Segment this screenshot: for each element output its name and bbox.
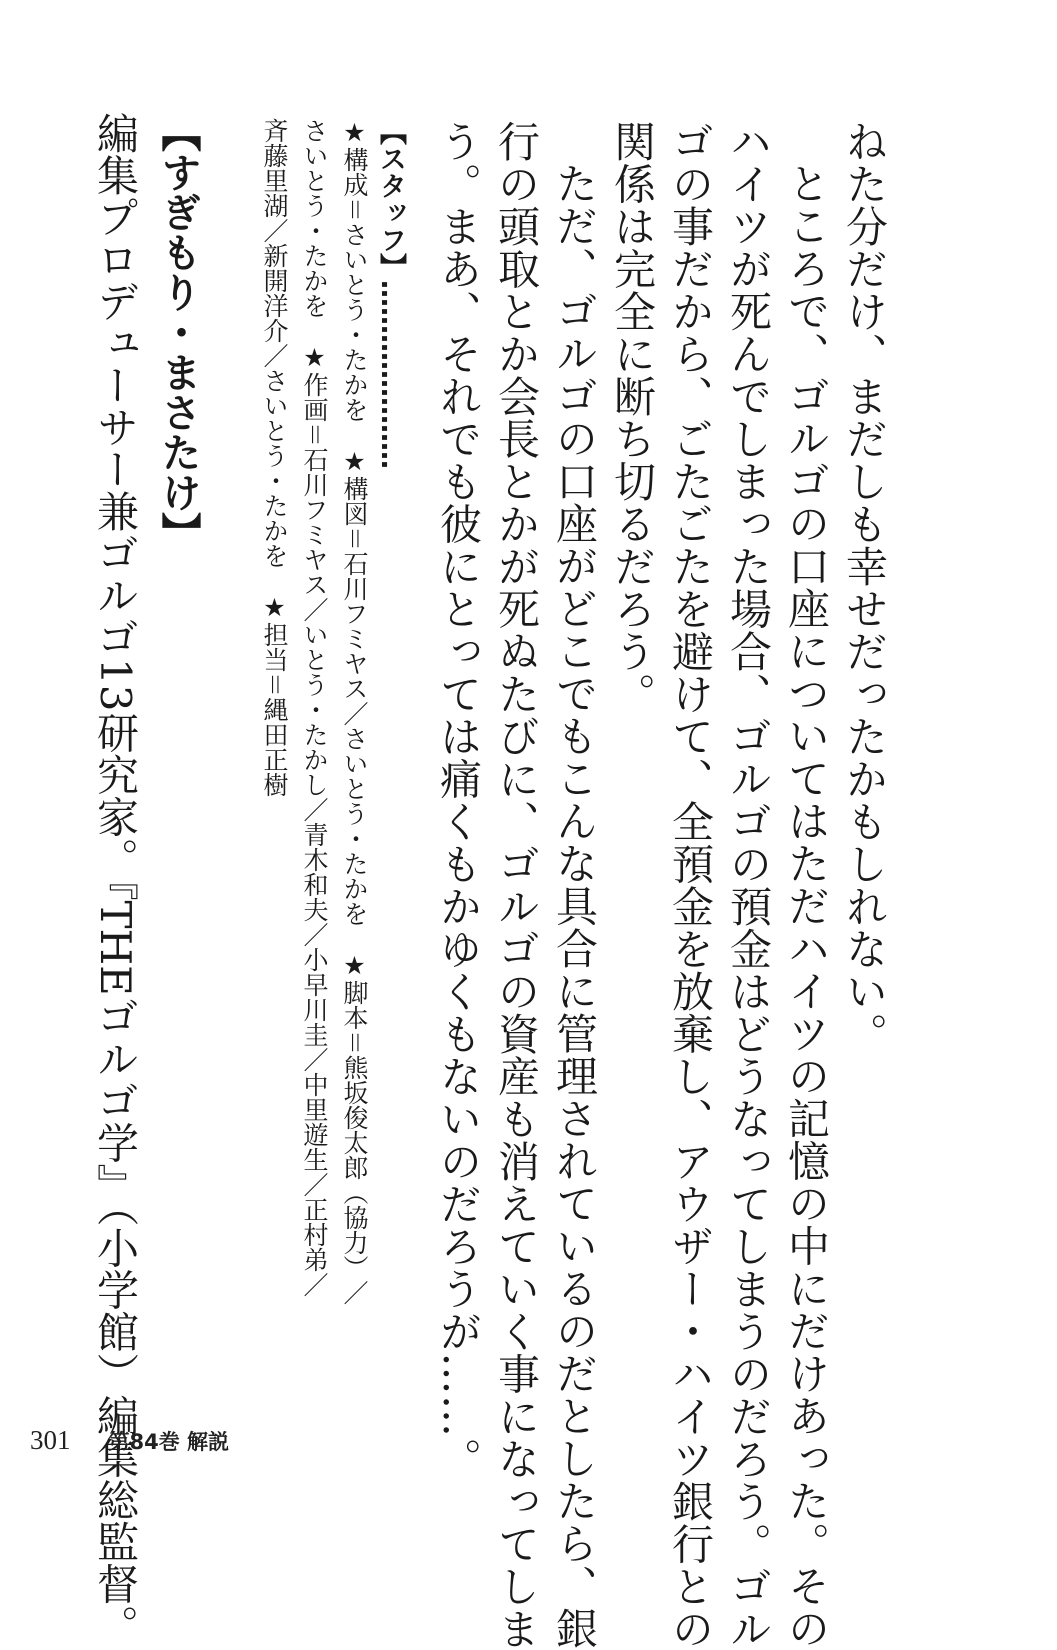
staff-heading: 【スタッフ】………………… xyxy=(375,118,406,469)
author-profile: 編集プロデューサー兼ゴルゴ13研究家。『THEゴルゴ学』（小学館）編集総監督。 xyxy=(91,112,140,1647)
page-footer xyxy=(30,1425,229,1456)
body-column-4: ゴの事だから、ごたごたを避けて、全預金を放棄し、アウザー・ハイツ銀行との xyxy=(666,120,715,1650)
body-column-1: ねた分だけ、まだしも幸せだったかもしれない。 xyxy=(840,120,889,1055)
body-column-5: 関係は完全に断ち切るだろう。 xyxy=(608,120,657,715)
staff-line-1: ★構成＝さいとう・たかを ★構図＝石川フミヤス／さいとう・たかを ★脚本＝熊坂俊太郎（協力）／ xyxy=(340,118,369,1306)
author-heading: 【すぎもり・まさたけ】 xyxy=(155,112,201,552)
body-column-7: 行の頭取とか会長とかが死ぬたびに、ゴルゴの資産も消えていく事になってしま xyxy=(492,120,541,1650)
staff-line-3: 斉藤里湖／新開洋介／さいとう・たかを ★担当＝縄田正樹 xyxy=(260,118,289,798)
body-column-2: ところで、ゴルゴの口座についてはただハイツの記憶の中にだけあった。その xyxy=(782,162,831,1650)
page-number: 301 xyxy=(30,1425,71,1455)
staff-line-2: さいとう・たかを ★作画＝石川フミヤス／いとう・たかし／青木和夫／小早川圭／中里遊生／正村弟／ xyxy=(300,118,329,1298)
body-column-6: ただ、ゴルゴの口座がどこでもこんな具合に管理されているのだとしたら、銀 xyxy=(550,162,599,1650)
section-label: 第84巻 解説 xyxy=(108,1430,230,1454)
body-column-3: ハイツが死んでしまった場合、ゴルゴの預金はどうなってしまうのだろう。ゴル xyxy=(724,120,773,1650)
body-column-8: う。まあ、それでも彼にとっては痛くもかゆくもないのだろうが……。 xyxy=(434,120,483,1480)
